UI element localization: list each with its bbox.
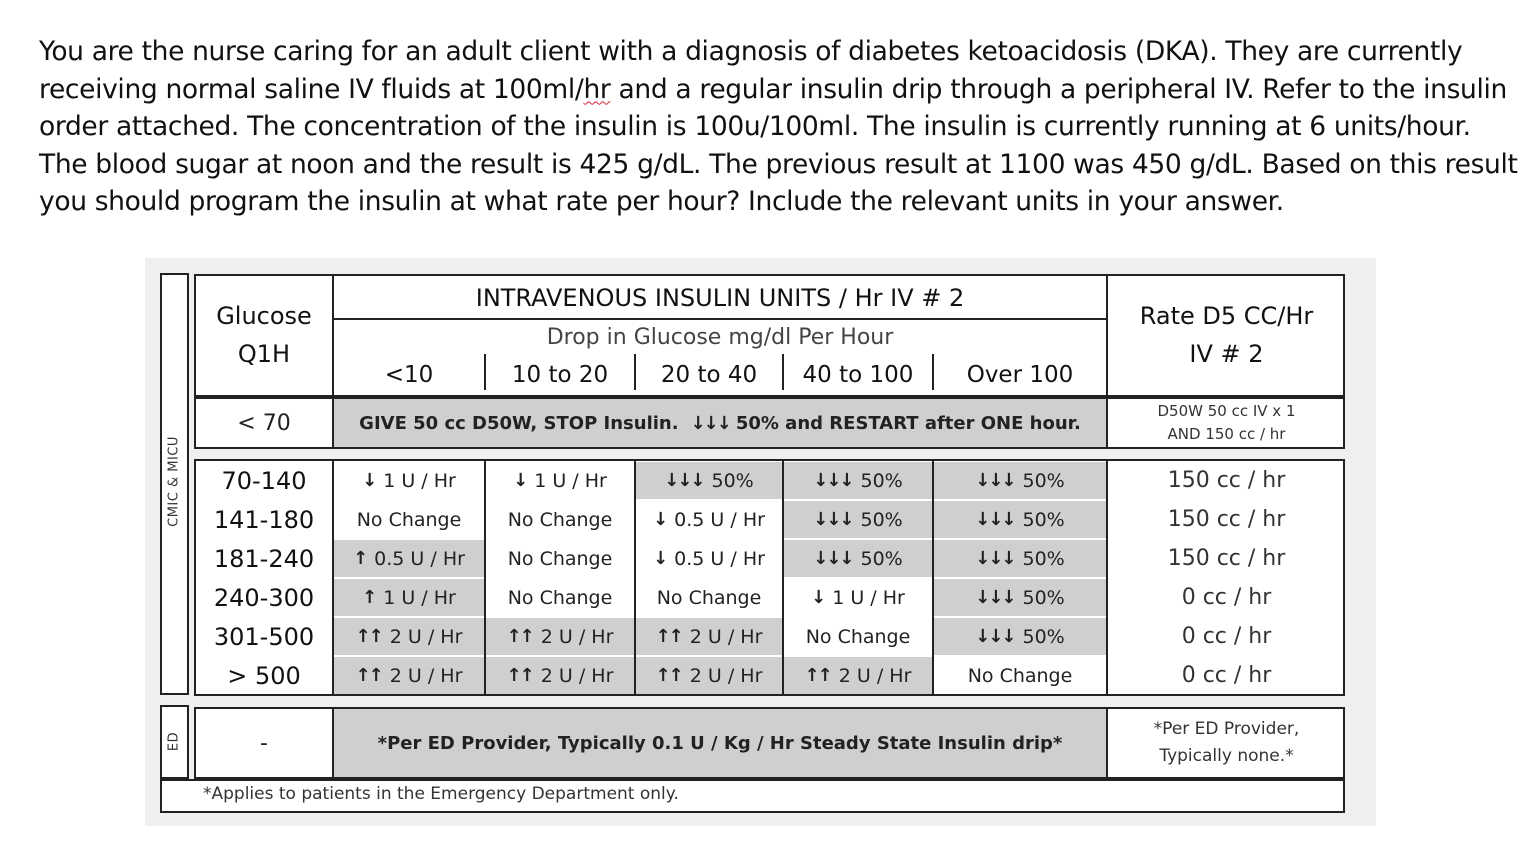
down-arrow-icon: ↓↓↓ [813,509,853,530]
down-arrow-icon: ↓ [362,470,378,491]
row-glucose-range: 301-500 [213,622,315,651]
up-arrow-icon: ↑↑ [655,626,682,647]
cell-text: 1 U / Hr [383,469,456,492]
cell-text: 2 U / Hr [389,625,463,648]
drop-range-5: Over 100 [966,362,1074,388]
low-instruction: GIVE 50 cc D50W, STOP Insulin. ↓↓↓ 50% and RESTART after ONE hour. [334,399,1106,447]
insulin-adjustment-cell [636,462,782,499]
cell-text: 2 U / Hr [540,664,614,687]
cell-text: No Change [356,508,462,531]
row-glucose-range: 240-300 [213,583,315,612]
question-line-3: order attached. The concentration of the insulin is 100u/100ml. The insulin is currently running at 6 units/hour. [39,111,1471,142]
cell-text: 50% [1022,469,1065,492]
question-text [39,33,1518,221]
insulin-adjustment-cell [784,579,932,616]
insulin-adjustment-cell [334,540,484,577]
insulin-adjustment-cell [486,657,634,694]
insulin-order-table [145,258,1376,826]
insulin-adjustment-cell [486,579,634,616]
down-arrow-icon: ↓↓↓ [813,548,853,569]
row-glucose-range: 70-140 [221,466,307,495]
side-label-cmic: CMIC & MICU [166,436,182,527]
up-arrow-icon: ↑↑ [355,626,382,647]
down-arrow-icon: ↓↓↓ [813,470,853,491]
insulin-adjustment-cell [934,618,1106,655]
cell-text: No Change [656,586,762,609]
up-arrow-icon: ↑↑ [655,665,682,686]
insulin-adjustment-cell [784,462,932,499]
insulin-adjustment-cell [934,462,1106,499]
insulin-adjustment-cell [636,579,782,616]
cell-text: 50% [1022,508,1065,531]
down-arrows-icon: ↓↓↓ [690,412,730,434]
down-arrow-icon: ↓↓↓ [975,587,1015,608]
cell-text: 50% [1022,547,1065,570]
row-d5-rate: 150 cc / hr [1167,507,1286,532]
up-arrow-icon: ↑ [353,548,369,569]
insulin-adjustment-cell [934,579,1106,616]
row-d5-rate: 150 cc / hr [1167,468,1286,493]
cell-text: 50% [860,547,903,570]
grid-divider [634,459,636,696]
row-d5-rate: 0 cc / hr [1181,624,1272,649]
insulin-adjustment-cell [784,501,932,538]
insulin-adjustment-cell [934,540,1106,577]
insulin-adjustment-cell [784,540,932,577]
cell-text: 50% [860,508,903,531]
down-arrow-icon: ↓↓↓ [664,470,704,491]
insulin-header: INTRAVENOUS INSULIN UNITS / Hr IV # 2 [475,284,965,312]
up-arrow-icon: ↑↑ [506,665,533,686]
grid-divider [1106,459,1108,696]
cell-text: 1 U / Hr [534,469,607,492]
up-arrow-icon: ↑↑ [506,626,533,647]
low-divider-left [332,397,334,449]
cell-text: 0.5 U / Hr [374,547,465,570]
ed-glucose: - [260,730,268,756]
cell-text: 50% [1022,625,1065,648]
rate-header: Rate D5 CC/Hr IV # 2 [1139,302,1314,368]
row-d5-rate: 0 cc / hr [1181,585,1272,610]
low-rate: D50W 50 cc IV x 1 AND 150 cc / hr [1157,402,1296,443]
insulin-adjustment-cell [636,618,782,655]
cell-text: 1 U / Hr [832,586,905,609]
insulin-adjustment-cell [784,657,932,694]
grid-divider [484,459,486,696]
insulin-adjustment-cell [934,657,1106,694]
spellcheck-underlined-word: hr [583,73,611,105]
cell-text: 2 U / Hr [389,664,463,687]
cell-text: 1 U / Hr [383,586,456,609]
drop-range-3: 20 to 40 [660,362,758,388]
cell-text: No Change [507,586,613,609]
down-arrow-icon: ↓ [513,470,529,491]
side-label-ed: ED [166,731,182,752]
cell-text: No Change [805,625,911,648]
question-line-5: you should program the insulin at what rate per hour? Include the relevant units in your answer. [39,186,1284,217]
cell-text: No Change [507,547,613,570]
row-glucose-range: 141-180 [213,505,315,534]
down-arrow-icon: ↓ [811,587,827,608]
insulin-adjustment-cell [334,501,484,538]
insulin-adjustment-cell [784,618,932,655]
grid-divider [782,459,784,696]
down-arrow-icon: ↓↓↓ [975,470,1015,491]
down-arrow-icon: ↓↓↓ [975,626,1015,647]
grid-divider [932,459,934,696]
drop-range-4: 40 to 100 [802,362,914,388]
cell-text: 2 U / Hr [689,664,763,687]
ed-rate: *Per ED Provider, Typically none.* [1153,719,1300,766]
footnote: *Applies to patients in the Emergency Department only. [203,784,679,804]
grid-divider [332,459,334,696]
cell-text: 2 U / Hr [540,625,614,648]
insulin-adjustment-cell [486,501,634,538]
insulin-adjustment-cell [636,540,782,577]
question-line-2: receiving normal saline IV fluids at 100ml/hr and a regular insulin drip through a peripheral IV. Refer to the insulin [39,73,1507,105]
insulin-adjustment-cell [486,540,634,577]
insulin-adjustment-cell [934,501,1106,538]
cell-text: 0.5 U / Hr [674,547,765,570]
cell-text: 50% [860,469,903,492]
low-glucose: < 70 [237,410,291,436]
row-glucose-range: > 500 [227,661,301,690]
up-arrow-icon: ↑ [362,587,378,608]
up-arrow-icon: ↑↑ [355,665,382,686]
insulin-adjustment-cell [636,657,782,694]
down-arrow-icon: ↓ [653,548,669,569]
insulin-adjustment-cell [636,501,782,538]
ed-instruction: *Per ED Provider, Typically 0.1 U / Kg / Hr Steady State Insulin drip* [334,709,1106,777]
up-arrow-icon: ↑↑ [804,665,831,686]
cell-text: 0.5 U / Hr [674,508,765,531]
cell-text: No Change [967,664,1073,687]
cell-text: 2 U / Hr [838,664,912,687]
drop-range-2: 10 to 20 [511,362,609,388]
drop-range-1: <10 [384,362,434,388]
insulin-adjustment-cell [334,657,484,694]
row-d5-rate: 0 cc / hr [1181,663,1272,688]
down-arrow-icon: ↓↓↓ [975,509,1015,530]
row-glucose-range: 181-240 [213,544,315,573]
cell-text: 2 U / Hr [689,625,763,648]
glucose-header: Glucose Q1H [216,302,312,368]
insulin-adjustment-cell [334,462,484,499]
insulin-adjustment-cell [486,618,634,655]
question-line-4: The blood sugar at noon and the result is 425 g/dL. The previous result at 1100 was 450 g/dL. Based on this result [39,148,1518,180]
down-arrow-icon: ↓↓↓ [975,548,1015,569]
insulin-adjustment-cell [486,462,634,499]
cell-text: 50% [711,469,754,492]
drop-header: Drop in Glucose mg/dl Per Hour [546,324,894,350]
down-arrow-icon: ↓ [653,509,669,530]
insulin-adjustment-cell [334,579,484,616]
row-d5-rate: 150 cc / hr [1167,546,1286,571]
cell-text: 50% [1022,586,1065,609]
question-line-1: You are the nurse caring for an adult client with a diagnosis of diabetes ketoacidosis (DKA). They are currently [39,36,1463,67]
insulin-adjustment-cell [334,618,484,655]
cell-text: No Change [507,508,613,531]
